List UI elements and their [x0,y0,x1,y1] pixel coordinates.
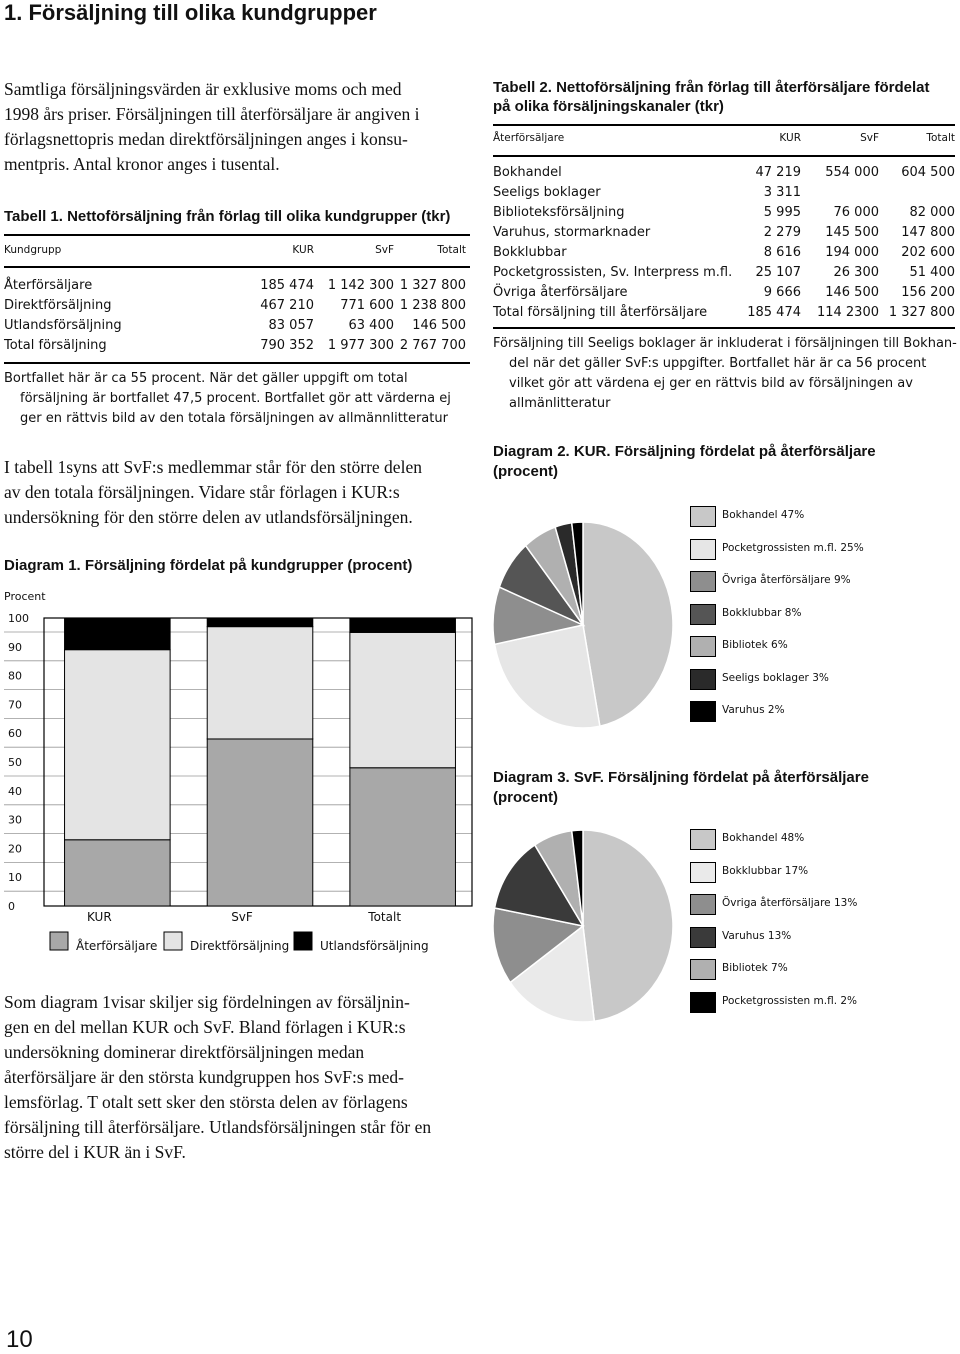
table-cell: 467 210 [260,298,314,313]
paragraph-line: av den totala försäljningen. Vidare står förlagen i KUR:s [4,482,400,502]
bar-segment [207,618,313,627]
table-row [493,183,955,203]
table-cell: 156 200 [901,285,955,300]
note-line: vilket gör att värdena ej ger en rättvis bild av försäljningen av [509,376,913,391]
legend-swatch [690,636,716,657]
y-tick-label: 80 [8,669,22,683]
bar-segment [350,632,456,767]
legend-label: Bibliotek 7% [722,962,788,974]
table-cell: 9 666 [763,285,801,300]
paragraph-line: undersökning för den större delen av utlandsförsäljningen. [4,507,413,527]
table-cell: 194 000 [825,245,879,260]
table-cell: 47 219 [755,165,801,180]
y-axis-label: Procent [4,590,46,603]
table-cell: 554 000 [825,165,879,180]
table-cell: 3 311 [763,185,801,200]
table2-bottom-rule [493,327,955,329]
table-row [493,163,955,183]
table-cell: 146 500 [412,318,466,333]
legend-label: Återförsäljare [76,939,158,953]
table-cell: 202 600 [901,245,955,260]
table2-header-cell: SvF [860,132,879,144]
table-cell: 51 400 [909,265,955,280]
table-cell: 26 300 [833,265,879,280]
table-cell: 771 600 [340,298,394,313]
table-row [493,203,955,223]
table2-header [493,132,955,146]
y-tick-label: 10 [8,871,22,885]
x-tick-label: Totalt [368,910,402,924]
table1-header-cell: KUR [292,244,314,256]
legend-label: Bibliotek 6% [722,639,788,651]
legend-swatch [294,932,312,950]
y-tick-label: 40 [8,784,22,798]
table-cell: 2 767 700 [399,338,466,353]
intro-line: mentpris. Antal kronor anges i tusental. [4,154,280,174]
paragraph-line: I tabell 1syns att SvF:s medlemmar står för den större delen [4,457,422,477]
legend-label: Pocketgrossisten m.fl. 25% [722,541,864,554]
note-line: Bortfallet här är ca 55 procent. När det gäller uppgift om total [4,371,408,386]
pie-slice [583,830,673,1021]
table1-top-rule [4,234,470,236]
legend-swatch [690,959,716,980]
table1-note [4,369,474,429]
table1-header [4,244,470,258]
legend-label: Bokklubbar 8% [722,606,802,619]
paragraph-line: Som diagram 1visar skiljer sig fördelningen av försäljnin- [4,992,410,1012]
y-tick-label: 30 [8,813,22,827]
table1-header-cell: Kundgrupp [4,244,62,256]
table2-header-cell: KUR [779,132,801,144]
table2-note [493,334,955,414]
table-cell: 114 2300 [816,305,879,320]
diagram2-pie-chart [488,520,678,730]
legend-label: Bokklubbar 17% [722,864,809,877]
y-tick-label: 100 [8,612,29,625]
paragraph-line: återförsäljare är den största kundgruppen hos SvF:s med- [4,1067,404,1087]
table-cell: 145 500 [825,225,879,240]
note-line: allmänlitteratur [509,396,611,411]
legend-swatch [690,669,716,690]
y-tick-label: 0 [8,900,15,913]
bar-segment [350,618,456,632]
table2-header-cell: Återförsäljare [493,132,565,144]
table-cell: Pocketgrossisten, Sv. Interpress m.fl. [493,265,733,280]
title-line: Tabell 2. Nettoförsäljning från förlag till återförsäljare fördelat [493,79,930,96]
legend-swatch [690,571,716,592]
table1-title: Tabell 1. Nettoförsäljning från förlag till olika kundgrupper (tkr) [4,208,451,225]
diagram3-pie-chart [488,826,678,1026]
bar-segment [207,627,313,739]
table1-header-cell: SvF [375,244,394,256]
legend-label: Seeligs boklager 3% [722,671,829,684]
note-line: del när det gäller SvF:s uppgifter. Bortfallet här är ca 56 procent [509,356,927,371]
table2-header-cell: Totalt [926,132,955,144]
legend-label: Bokhandel 47% [722,509,805,521]
legend-label: Bokhandel 48% [722,832,805,844]
table-cell: 8 616 [763,245,801,260]
y-tick-label: 60 [8,727,22,741]
table-cell: Total försäljning [4,338,107,353]
table-cell: Varuhus, stormarknader [493,225,651,240]
legend-swatch [690,829,716,850]
legend-label: Övriga återförsäljare 9% [722,574,851,586]
table-cell: Biblioteksförsäljning [493,205,625,220]
paragraph-line: större del i KUR än i SvF. [4,1142,186,1162]
legend-label: Varuhus 13% [722,929,792,942]
table-cell: 5 995 [763,205,801,220]
legend-swatch [690,927,716,948]
title-line: på olika försäljningskanaler (tkr) [493,98,724,115]
table-cell: Återförsäljare [4,278,93,293]
table-cell: Övriga återförsäljare [493,285,628,300]
paragraph-line: försäljning till återförsäljare. Utlandsförsäljningen står för en [4,1117,432,1137]
table2-title [493,78,958,116]
table2-header-rule [493,155,955,157]
table-row [493,283,955,303]
table-cell: 1 142 300 [327,278,394,293]
paragraph-line: undersökning dominerar direktförsäljningen medan [4,1042,365,1062]
y-tick-label: 50 [8,756,22,769]
table-row [493,223,955,243]
pie-slice [583,522,673,726]
table-cell: 185 474 [747,305,801,320]
table-cell: Total försäljning till återförsäljare [493,305,708,320]
note-line: försäljning är bortfallet 47,5 procent. Bortfallet gör att värderna ej [20,391,451,406]
table-cell: 76 000 [833,205,879,220]
legend-swatch [690,506,716,527]
title-line: (procent) [493,463,558,480]
y-tick-label: 20 [8,842,22,856]
paragraph-2 [4,455,474,530]
table-cell: 790 352 [260,338,314,353]
intro-line: Samtliga försäljningsvärden är exklusive moms och med [4,79,402,99]
table-cell: 83 057 [268,318,314,333]
table-cell: 146 500 [825,285,879,300]
bar-segment [207,739,313,906]
table-cell: 147 800 [901,225,955,240]
table-row [493,263,955,283]
table-row [493,303,955,323]
note-line: ger en rättvis bild av den totala försäljningen av allmännlitteratur [20,411,448,426]
legend-swatch [50,932,68,950]
legend-swatch [690,992,716,1013]
legend-label: Pocketgrossisten m.fl. 2% [722,994,858,1007]
paragraph-line: lemsförlag. T otalt sett sker den största delen av förlagens [4,1092,408,1112]
table-row [4,336,470,356]
legend-label: Varuhus 2% [722,704,785,716]
table1-header-cell: Totalt [437,244,466,256]
table-cell: 25 107 [755,265,801,280]
table-cell: 185 474 [260,278,314,293]
table-cell: 1 327 800 [888,305,955,320]
table-cell: Bokklubbar [493,245,567,260]
table-row [4,276,470,296]
table-cell: Seeligs boklager [493,185,601,200]
note-line: Försäljning till Seeligs boklager är inkluderat i försäljningen till Bokhan- [493,336,957,351]
legend-label: Direktförsäljning [190,939,290,953]
bar-segment [65,618,171,650]
diagram2-title [493,442,953,482]
title-line: Diagram 2. KUR. Försäljning fördelat på återförsäljare [493,443,876,460]
x-tick-label: KUR [86,910,112,924]
title-line: Diagram 3. SvF. Försäljning fördelat på återförsäljare [493,769,869,786]
legend-label: Utlandsförsäljning [320,939,429,953]
legend-swatch [690,862,716,883]
legend-swatch [690,701,716,722]
legend-label: Övriga återförsäljare 13% [722,897,858,909]
legend-swatch [690,539,716,560]
diagram3-title [493,768,953,808]
intro-paragraph [4,77,474,177]
paragraph-3 [4,990,474,1165]
table-row [493,243,955,263]
table-cell: 1 977 300 [327,338,394,353]
title-line: (procent) [493,789,558,806]
page-number: 10 [6,1326,33,1353]
table-cell: 63 400 [348,318,394,333]
diagram1-stacked-bar-chart [0,580,480,960]
diagram1-title: Diagram 1. Försäljning fördelat på kundgrupper (procent) [4,557,413,574]
y-tick-label: 70 [8,698,22,712]
bar-segment [65,840,171,906]
table-cell: 604 500 [901,165,955,180]
page-heading: 1. Försäljning till olika kundgrupper [4,0,377,25]
legend-swatch [164,932,182,950]
table1-bottom-rule [4,362,470,364]
table-cell: 82 000 [909,205,955,220]
table-cell: Utlandsförsäljning [4,318,122,333]
table-cell: Direktförsäljning [4,298,112,313]
bar-segment [350,768,456,906]
table-row [4,316,470,336]
legend-swatch [690,604,716,625]
table-cell: Bokhandel [493,165,562,180]
table-cell: 1 238 800 [399,298,466,313]
table-cell: 2 279 [763,225,801,240]
intro-line: förlagsnettopris medan direktförsäljningen anges i konsu- [4,129,408,149]
table2-top-rule [493,124,955,126]
bar-segment [65,650,171,840]
table1-header-rule [4,266,470,268]
paragraph-line: gen en del mellan KUR och SvF. Bland förlagen i KUR:s [4,1017,406,1037]
table-row [4,296,470,316]
y-tick-label: 90 [8,640,22,654]
table-cell: 1 327 800 [399,278,466,293]
intro-line: 1998 års priser. Försäljningen till återförsäljare är angiven i [4,104,420,124]
legend-swatch [690,894,716,915]
x-tick-label: SvF [231,910,253,924]
